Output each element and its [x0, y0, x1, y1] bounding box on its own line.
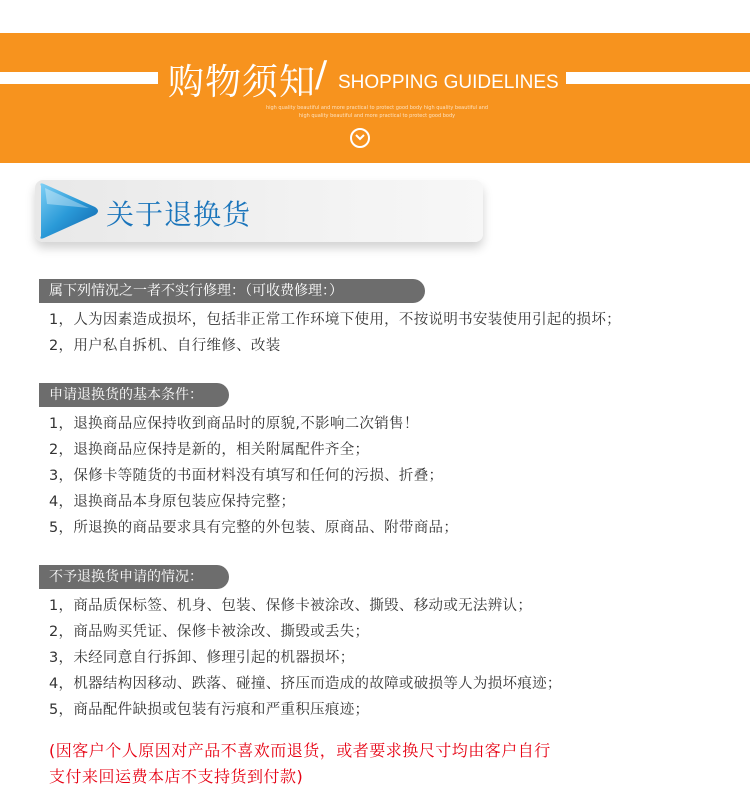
list-item: 2，商品购买凭证、保修卡被涂改、撕毁或丢失；	[49, 624, 370, 640]
list-item: 4，退换商品本身原包装应保持完整；	[49, 494, 296, 510]
list-item: 1，人为因素造成损坏，包括非正常工作环境下使用，不按说明书安装使用引起的损坏；	[49, 312, 621, 328]
list-item: 3，保修卡等随货的书面材料没有填写和任何的污损、折叠；	[49, 468, 444, 484]
group-heading-no-repair: 属下列情况之一者不实行修理：（可收费修理：）	[39, 279, 425, 303]
banner-divider-left	[0, 72, 158, 84]
section-header	[35, 180, 483, 242]
list-item: 4，机器结构因移动、跌落、碰撞、挤压而造成的故障或破损等人为损坏痕迹；	[49, 676, 562, 692]
list-item: 2，退换商品应保持是新的，相关附属配件齐全；	[49, 442, 370, 458]
banner-title: 购物须知	[168, 62, 317, 103]
banner-fine-print-2: high quality beautiful and more practical to protect good body	[298, 113, 456, 119]
list-item: 1，退换商品应保持收到商品时的原貌,不影响二次销售！	[49, 416, 419, 432]
list-item: 5，所退换的商品要求具有完整的外包装、原商品、附带商品；	[49, 520, 459, 536]
shipping-note-line-1: (因客户个人原因对产品不喜欢而退货，或者要求换尺寸均由客户自行	[49, 741, 551, 760]
list-item: 3，未经同意自行拆卸、修理引起的机器损坏；	[49, 650, 355, 666]
group-heading-no-return: 不予退换货申请的情况：	[39, 565, 229, 589]
list-item: 1，商品质保标签、机身、包装、保修卡被涂改、撕毁、移动或无法辨认；	[49, 598, 533, 614]
banner-fine-print-1: high quality beautiful and more practical to protect good body high quality beautiful and	[265, 105, 489, 111]
shopping-guidelines-banner	[0, 33, 750, 163]
shipping-note-line-2: 支付来回运费本店不支持货到付款)	[49, 767, 304, 786]
banner-divider-right	[566, 72, 750, 84]
chevron-down-circle-icon	[350, 128, 370, 148]
list-item: 5，商品配件缺损或包装有污痕和严重积压痕迹；	[49, 702, 370, 718]
list-item: 2，用户私自拆机、自行维修、改装	[49, 338, 281, 354]
group-heading-return-conditions: 申请退换货的基本条件：	[39, 383, 229, 407]
banner-slash: /	[315, 54, 328, 95]
banner-subtitle: SHOPPING GUIDELINES	[338, 72, 559, 93]
play-arrow-icon	[35, 180, 105, 242]
section-title: 关于退换货	[106, 198, 252, 231]
